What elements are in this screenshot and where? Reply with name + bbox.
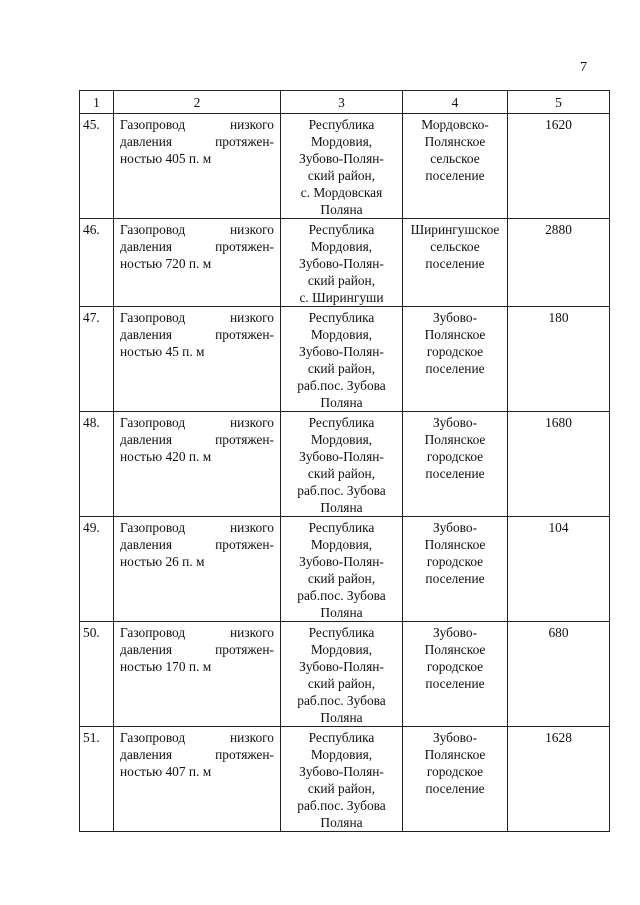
value-cell: 1628 xyxy=(508,727,610,832)
row-number: 46. xyxy=(80,219,114,307)
page-number: 7 xyxy=(580,60,587,75)
row-number: 47. xyxy=(80,307,114,412)
pipeline-description: Газопровод низкого давления протяжен- ностью 407 п. м xyxy=(114,727,281,832)
table-row xyxy=(80,517,610,622)
location-cell: Республика Мордовия, Зубово-Полян- ский район, раб.пос. Зубова Поляна xyxy=(281,517,403,622)
location-cell: Республика Мордовия, Зубово-Полян- ский район, с. Ширингуши xyxy=(281,219,403,307)
settlement-cell: Ширингушское сельское поселение xyxy=(403,219,508,307)
location-cell: Республика Мордовия, Зубово-Полян- ский район, раб.пос. Зубова Поляна xyxy=(281,622,403,727)
value-cell: 180 xyxy=(508,307,610,412)
table-row xyxy=(80,114,610,219)
pipeline-description: Газопровод низкого давления протяжен- ностью 720 п. м xyxy=(114,219,281,307)
table-row xyxy=(80,412,610,517)
location-cell: Республика Мордовия, Зубово-Полян- ский район, с. Мордовская Поляна xyxy=(281,114,403,219)
pipeline-description: Газопровод низкого давления протяжен- ностью 26 п. м xyxy=(114,517,281,622)
pipeline-description: Газопровод низкого давления протяжен- ностью 420 п. м xyxy=(114,412,281,517)
value-cell: 680 xyxy=(508,622,610,727)
table-header-row xyxy=(80,91,610,114)
row-number: 45. xyxy=(80,114,114,219)
table-row xyxy=(80,727,610,832)
settlement-cell: Зубово- Полянское городское поселение xyxy=(403,412,508,517)
location-cell: Республика Мордовия, Зубово-Полян- ский район, раб.пос. Зубова Поляна xyxy=(281,412,403,517)
pipeline-description: Газопровод низкого давления протяжен- ностью 170 п. м xyxy=(114,622,281,727)
row-number: 51. xyxy=(80,727,114,832)
value-cell: 104 xyxy=(508,517,610,622)
settlement-cell: Зубово- Полянское городское поселение xyxy=(403,517,508,622)
pipeline-description: Газопровод низкого давления протяжен- ностью 405 п. м xyxy=(114,114,281,219)
value-cell: 1620 xyxy=(508,114,610,219)
header-cell-2: 2 xyxy=(114,91,281,114)
row-number: 49. xyxy=(80,517,114,622)
pipeline-description: Газопровод низкого давления протяжен- ностью 45 п. м xyxy=(114,307,281,412)
settlement-cell: Мордовско- Полянское сельское поселение xyxy=(403,114,508,219)
settlement-cell: Зубово- Полянское городское поселение xyxy=(403,307,508,412)
settlement-cell: Зубово- Полянское городское поселение xyxy=(403,622,508,727)
table-row xyxy=(80,622,610,727)
value-cell: 1680 xyxy=(508,412,610,517)
table-row xyxy=(80,307,610,412)
header-cell-1: 1 xyxy=(80,91,114,114)
header-cell-3: 3 xyxy=(281,91,403,114)
table-row xyxy=(80,219,610,307)
value-cell: 2880 xyxy=(508,219,610,307)
location-cell: Республика Мордовия, Зубово-Полян- ский район, раб.пос. Зубова Поляна xyxy=(281,307,403,412)
header-cell-4: 4 xyxy=(403,91,508,114)
row-number: 48. xyxy=(80,412,114,517)
pipeline-table xyxy=(79,90,610,832)
header-cell-5: 5 xyxy=(508,91,610,114)
row-number: 50. xyxy=(80,622,114,727)
location-cell: Республика Мордовия, Зубово-Полян- ский район, раб.пос. Зубова Поляна xyxy=(281,727,403,832)
settlement-cell: Зубово- Полянское городское поселение xyxy=(403,727,508,832)
